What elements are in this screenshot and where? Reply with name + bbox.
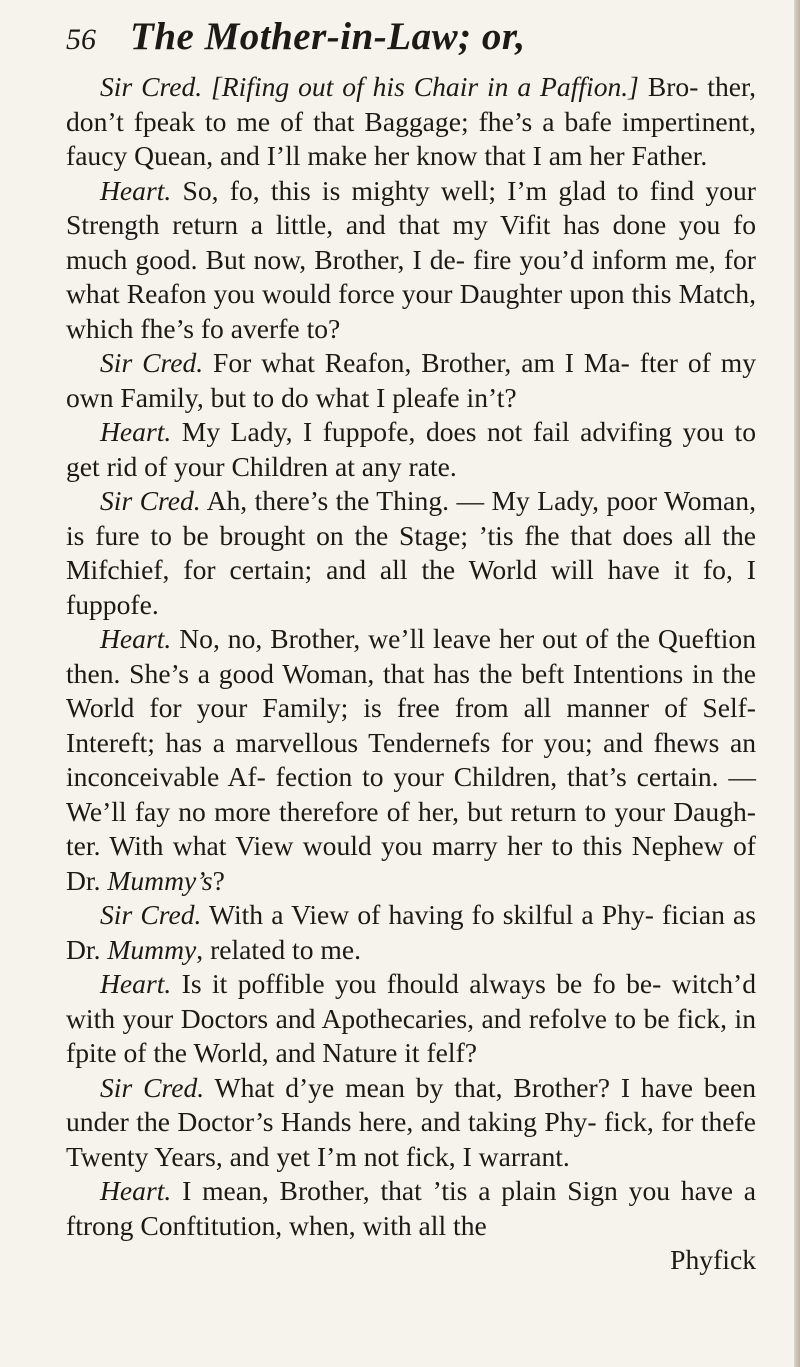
dialogue-paragraph <box>66 346 756 415</box>
stage-direction: [Rifing out of his Chair in a Paffion.] <box>211 71 639 102</box>
speech-text: Ah, there’s the Thing. — My Lady, poor Woman, is fure to be brought on the Stage; ’tis fhe that does all the Mifchief, for certain; and all the World will have it fo, I fuppofe. <box>66 485 756 620</box>
speaker-name: Heart. <box>100 1175 172 1206</box>
speaker-name: Sir Cred. <box>100 1071 205 1103</box>
page-edge-shadow <box>794 0 800 1367</box>
speech-text-end: , related to me. <box>196 933 362 965</box>
dialogue-paragraph <box>66 1071 756 1175</box>
speaker-name: Heart. <box>100 968 172 999</box>
speaker-name: Heart. <box>100 623 172 654</box>
speech-text: What d’ye mean by that, Brother? I have been under the Doctor’s Hands here, and taking Phy- fick, for thefe Twenty Years, and yet I’m not fick, I warrant. <box>66 1071 756 1172</box>
speech-text: With a View of having fo skilful a Phy- fician as Dr. <box>66 899 756 965</box>
speech-text: Is it poffible you fhould always be fo be- witch’d with your Doctors and Apothecaries, and refolve to be fick, in fpite of the World, and Nature it felf? <box>66 968 756 1068</box>
speech-text: No, no, Brother, we’ll leave her out of the Queftion then. She’s a good Woman, that has the beft Intentions in the World for your Family; is free from all manner of Self-Intereft; has a marvellous Tendernefs for you; and fhews an inconceivable Af- fection to your Children, that’s certain. — We’ll fay no more therefore of her, but return to your Daugh- ter. With what View would you marry her to this Nephew of Dr. <box>66 623 756 896</box>
page-header <box>66 14 756 70</box>
speaker-name: Sir Cred. <box>100 71 203 102</box>
speaker-name: Heart. <box>100 416 172 447</box>
italic-name: Mummy <box>107 933 197 965</box>
dialogue-paragraph <box>66 967 756 1071</box>
speaker-name: Sir Cred. <box>100 485 201 516</box>
speaker-name: Heart. <box>100 174 172 206</box>
dialogue-paragraph <box>66 70 756 174</box>
italic-name: Mummy’s <box>107 864 213 896</box>
speech-text-end: ? <box>212 864 225 896</box>
body-text <box>66 70 756 1278</box>
dialogue-paragraph <box>66 484 756 622</box>
dialogue-paragraph <box>66 415 756 484</box>
speech-text: Bro- ther, don’t fpeak to me of that Baggage; fhe’s a bafe impertinent, faucy Quean, and I’ll make her know that I am her Father. <box>66 71 756 171</box>
catchword: Phyfick <box>670 1244 756 1275</box>
page-number: 56 <box>66 23 96 56</box>
dialogue-paragraph <box>66 898 756 967</box>
speaker-name: Sir Cred. <box>100 347 204 378</box>
speech-text: So, fo, this is mighty well; I’m glad to find your Strength return a little, and that my Vifit has done you fo much good. But now, Brother, I de- fire you’d inform me, for what Reafon you would force your Daughter upon this Match, which fhe’s fo averfe to? <box>66 174 756 344</box>
dialogue-paragraph <box>66 1174 756 1243</box>
speech-text: For what Reafon, Brother, am I Ma- fter of my own Family, but to do what I pleafe in’t? <box>66 347 756 413</box>
speech-text: I mean, Brother, that ’tis a plain Sign you have a ftrong Conftitution, when, with all the <box>66 1175 756 1241</box>
speech-text: My Lady, I fuppofe, does not fail advifing you to get rid of your Children at any rate. <box>66 416 756 482</box>
dialogue-paragraph <box>66 174 756 347</box>
speaker-name: Sir Cred. <box>100 899 202 930</box>
dialogue-paragraph <box>66 622 756 898</box>
running-title: The Mother-in-Law; or, <box>130 15 526 58</box>
